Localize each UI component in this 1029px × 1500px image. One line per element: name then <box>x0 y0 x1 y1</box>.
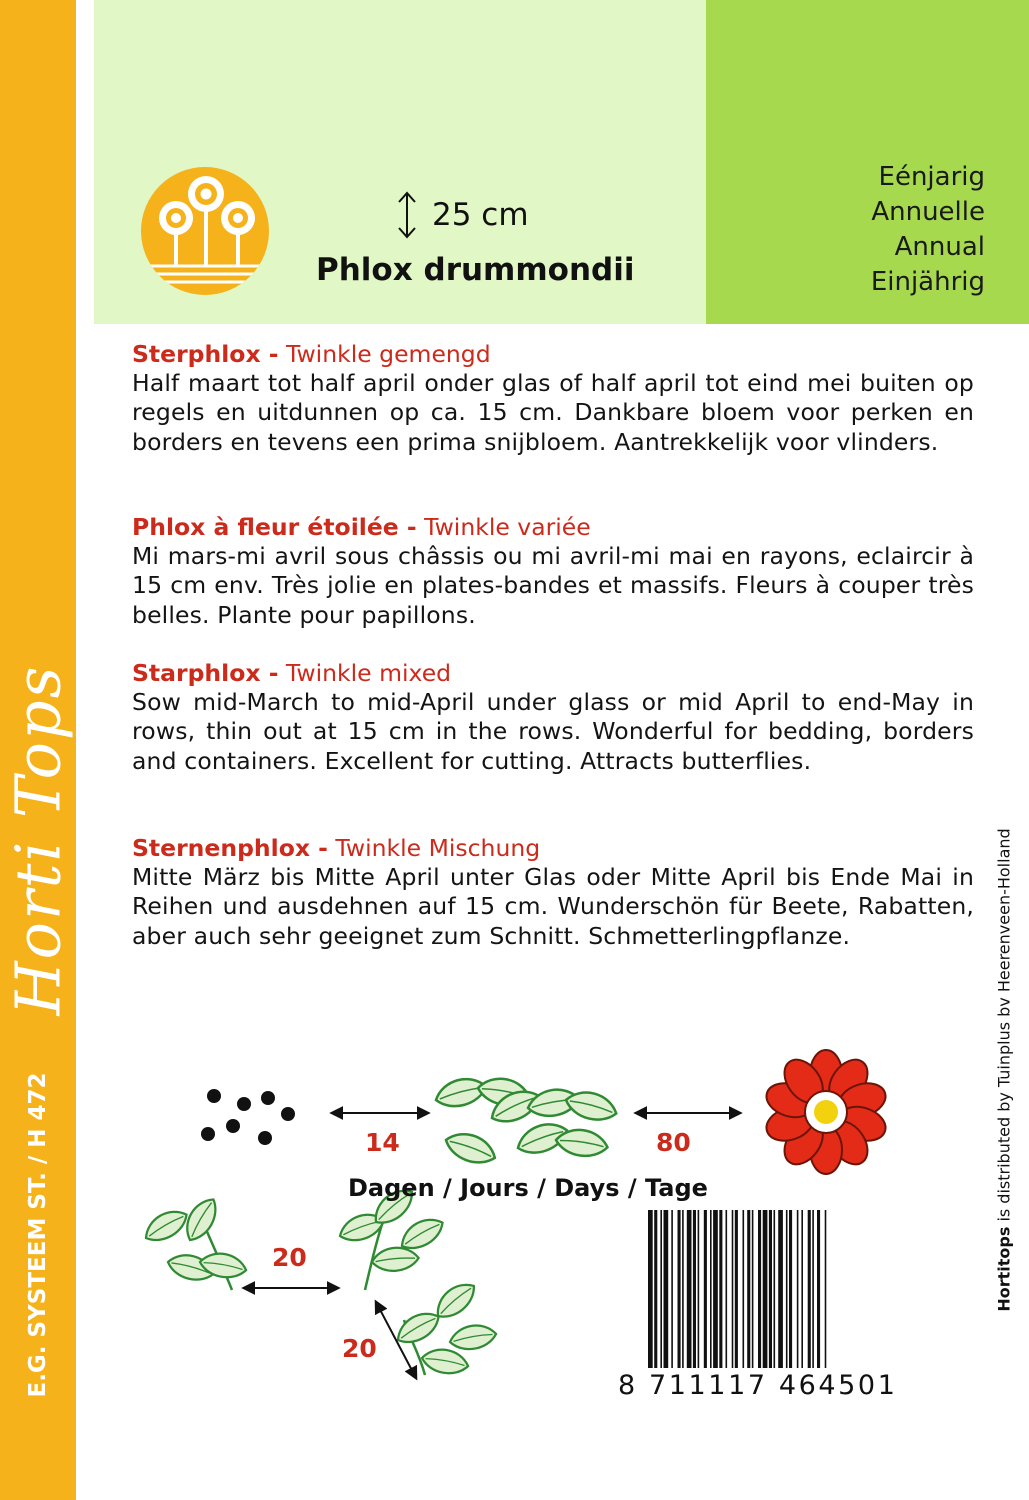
section-title: Phlox à fleur étoilée - Twinkle variée <box>132 513 591 541</box>
label-de: Einjährig <box>870 267 985 297</box>
barcode-bar <box>693 1210 696 1368</box>
plant-spacing-value: 20 <box>272 1243 307 1272</box>
label-fr: Annuelle <box>871 197 985 227</box>
barcode-bar <box>763 1210 768 1368</box>
section-body: Sow mid-March to mid-April under glass or mid April to end-May in rows, thin out at 15 cm in the rows. Wonderful for bedding, borders and containers. Excellent for cutting. Attracts butterflies. <box>132 688 974 775</box>
barcode-bar <box>789 1210 792 1368</box>
product-code: E.G. SYSTEEM ST. / H 472 <box>25 1072 51 1398</box>
barcode-bar <box>812 1210 814 1368</box>
section-body: Mitte März bis Mitte April unter Glas oder Mitte April bis Ende Mai in Reihen und ausdehnen auf 15 cm. Wunderschön für Beete, Rabatten, aber auch sehr geeignet zum Schnitt. Schmetterlingpflanze. <box>132 863 974 950</box>
label-en: Annual <box>894 232 985 262</box>
barcode-bar <box>786 1210 788 1368</box>
barcode-bar <box>732 1210 734 1368</box>
barcode-bar <box>687 1210 692 1368</box>
barcode-bar <box>774 1210 776 1368</box>
barcode-bar <box>778 1210 783 1368</box>
section-title: Starphlox - Twinkle mixed <box>132 659 452 687</box>
barcode-bar <box>743 1210 745 1368</box>
plant-spacing-icons <box>200 1212 425 1375</box>
section-body: Half maart tot half april onder glas of half april tot eind mei buiten op regels en uitdunnen op ca. 15 cm. Dankbare bloem voor perken en borders en tevens een prima snijbloem. Aantrekkelijk voor vlinders. <box>132 369 974 456</box>
barcode-bar <box>747 1210 750 1368</box>
barcode-bar <box>801 1210 803 1368</box>
flowering-days: 80 <box>656 1128 691 1157</box>
distributor-note: Hortitops is distributed by Tuinplus bv Heerenveen-Holland <box>994 828 1014 1312</box>
barcode-bar <box>808 1210 811 1368</box>
section-body: Mi mars-mi avril sous châssis ou mi avril-mi mai en rayons, eclaircir à 15 cm env. Très jolie en plates-bandes et massifs. Fleurs à couper très belles. Plante pour papillons. <box>132 542 974 629</box>
barcode-bar <box>664 1210 669 1368</box>
barcode-bar <box>797 1210 799 1368</box>
species-name: Phlox drummondii <box>316 252 635 288</box>
barcode-bar <box>726 1210 728 1368</box>
section-title: Sternenphlox - Twinkle Mischung <box>132 834 541 862</box>
barcode-bar <box>660 1210 662 1368</box>
germination-days: 14 <box>365 1128 400 1157</box>
barcode-bar <box>719 1210 722 1368</box>
brand-logo-text: Horti Tops <box>1 664 75 1016</box>
section-title: Sterphlox - Twinkle gemengd <box>132 340 491 368</box>
barcode-bar <box>671 1210 673 1368</box>
barcode-bar <box>817 1210 820 1368</box>
barcode-bar <box>710 1210 712 1368</box>
barcode-bar <box>825 1210 827 1368</box>
barcode-bar <box>735 1210 738 1368</box>
barcode-bar <box>698 1210 700 1368</box>
barcode <box>646 1210 932 1380</box>
barcode-bar <box>678 1210 681 1368</box>
barcode-bar <box>648 1210 653 1368</box>
barcode-bar <box>769 1210 772 1368</box>
days-label: Dagen / Jours / Days / Tage <box>348 1174 708 1202</box>
seeds-icon <box>201 1089 295 1145</box>
row-spacing-value: 20 <box>342 1334 377 1363</box>
barcode-bar <box>713 1210 718 1368</box>
barcode-number: 8 711117 464501 <box>618 1370 898 1401</box>
barcode-bar <box>704 1210 707 1368</box>
seedlings-icon <box>433 1074 620 1170</box>
barcode-bar <box>682 1210 684 1368</box>
flower-icon <box>762 1050 890 1174</box>
barcode-bar <box>752 1210 754 1368</box>
barcode-bar <box>758 1210 761 1368</box>
label-nl: Eénjarig <box>878 162 985 192</box>
barcode-bar <box>654 1210 657 1368</box>
height-value: 25 cm <box>432 197 529 233</box>
